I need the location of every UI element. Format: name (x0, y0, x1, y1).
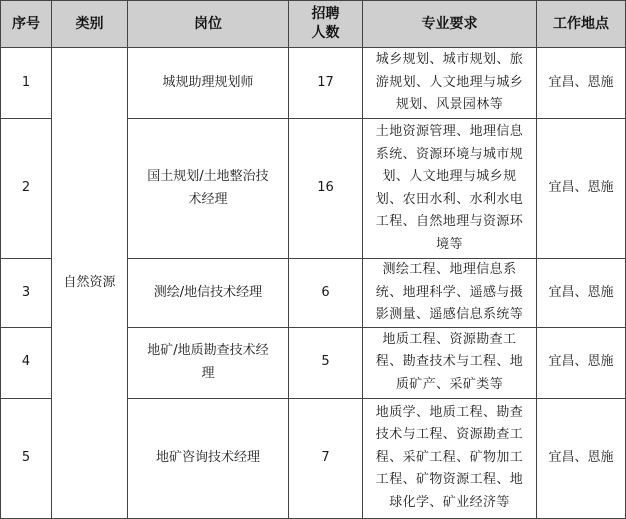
count-cell: 6 (289, 259, 363, 328)
position-cell (128, 259, 289, 328)
position-cell (128, 327, 289, 398)
major-line: 系统、资源环境与城市规 (375, 146, 524, 162)
position-line: 测绘/地信技术经理 (153, 284, 263, 300)
location-cell: 宜昌、恩施 (537, 48, 626, 119)
major-line: 程、勘查技术与工程、地 (375, 354, 524, 370)
count-cell: 5 (289, 327, 363, 398)
major-line: 程、采矿工程、矿物加工 (375, 449, 524, 465)
major-line: 工程、自然地理与资源环 (375, 214, 524, 229)
header-seq: 序号 (1, 1, 52, 48)
major-line: 游规划、人文地理与城乡 (375, 74, 524, 90)
major-line: 划、人文地理与城乡规 (382, 169, 517, 184)
header-recruit-count-line1: 招聘 (311, 6, 340, 22)
header-category: 类别 (52, 1, 128, 48)
major-line: 土地资源管理、地理信息 (375, 124, 524, 139)
seq-cell: 4 (1, 327, 52, 398)
header-recruit-count (289, 1, 363, 48)
table-row (1, 48, 626, 119)
major-line: 境等 (436, 236, 463, 252)
position-cell (128, 48, 289, 119)
seq-cell: 1 (1, 48, 52, 119)
major-line: 质矿产、采矿类等 (395, 376, 504, 392)
position-cell (128, 119, 289, 259)
seq-cell: 5 (1, 398, 52, 518)
location-cell: 宜昌、恩施 (537, 119, 626, 259)
major-cell (363, 327, 537, 398)
major-line: 球化学、矿业经济等 (389, 494, 510, 510)
major-cell (363, 259, 537, 328)
position-line: 城规助理规划师 (162, 74, 254, 90)
header-major: 专业要求 (363, 1, 537, 48)
major-line: 规划、风景园林等 (395, 97, 504, 113)
major-line: 统、地理科学、遥感与摄 (375, 284, 524, 300)
header-location: 工作地点 (537, 1, 626, 48)
major-cell (363, 119, 537, 259)
header-position: 岗位 (128, 1, 289, 48)
position-line: 国土规划/土地整治技 (147, 169, 269, 184)
header-recruit-count-line2: 人数 (311, 25, 340, 41)
major-line: 城乡规划、城市规划、旅 (375, 52, 524, 68)
position-line: 术经理 (188, 191, 228, 207)
location-cell: 宜昌、恩施 (537, 327, 626, 398)
major-line: 工程、矿物资源工程、地 (375, 472, 524, 488)
seq-cell: 2 (1, 119, 52, 259)
count-cell: 17 (289, 48, 363, 119)
major-line: 划、农田水利、水利水电 (375, 191, 524, 207)
major-cell (363, 48, 537, 119)
major-line: 地质工程、资源勘查工 (382, 331, 517, 347)
table-header-row (1, 1, 626, 48)
seq-cell: 3 (1, 259, 52, 328)
location-cell: 宜昌、恩施 (537, 398, 626, 518)
position-line: 地矿/地质勘查技术经 (147, 343, 269, 358)
major-line: 地质学、地质工程、勘查 (375, 404, 524, 420)
position-line: 理 (201, 365, 215, 381)
category-cell: 自然资源 (52, 48, 128, 519)
major-line: 测绘工程、地理信息系 (382, 262, 517, 277)
position-cell (128, 398, 289, 518)
position-line: 地矿咨询技术经理 (155, 449, 260, 465)
count-cell: 16 (289, 119, 363, 259)
major-line: 影测量、遥感信息系统等 (375, 307, 524, 322)
location-cell: 宜昌、恩施 (537, 259, 626, 328)
major-line: 技术与工程、资源勘查工 (375, 427, 524, 443)
major-cell (363, 398, 537, 518)
count-cell: 7 (289, 398, 363, 518)
